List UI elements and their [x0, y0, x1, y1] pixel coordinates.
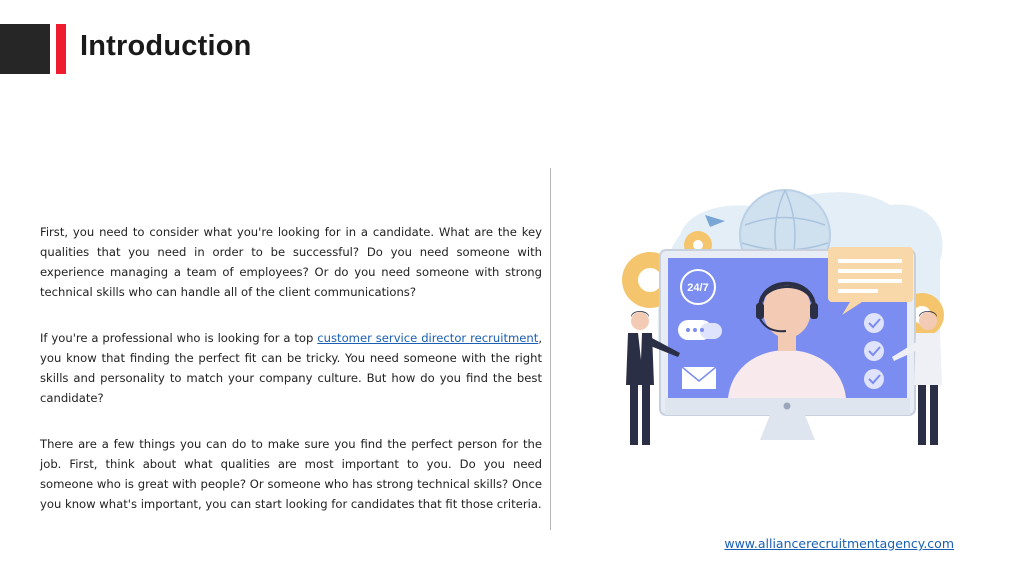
paragraph-2-rest: , you know that finding the perfect fit can be tricky. You need someone with the right skills and personality to match your company culture. But how do you find the best candidate?	[40, 331, 543, 405]
customer-support-illustration	[610, 185, 955, 455]
paragraph-2	[40, 328, 542, 408]
paragraph-1: First, you need to consider what you're looking for in a candidate. What are the key qualities that you need in order to be successful? Do you need someone with experience managing a team of employees? Or do you need someone with strong technical skills who can handle all of the client communications?	[40, 225, 542, 299]
vertical-divider	[550, 168, 551, 530]
paragraph-3: There are a few things you can do to make sure you find the perfect person for the job. First, think about what qualities are most important to you. Do you need someone who is great with people? Or someone who has strong technical skills? Once you know what's important, you can start looking for candidates that fit those criteria.	[40, 437, 542, 511]
checkmark-icons	[864, 313, 884, 389]
monitor-stand	[760, 415, 815, 440]
title-accent-bar	[56, 24, 66, 74]
body-text	[40, 222, 542, 540]
page-title: Introduction	[80, 30, 252, 62]
title-dark-block	[0, 24, 50, 74]
paragraph-2-lead: If you're a professional who is looking for a top	[40, 331, 318, 345]
recruitment-link[interactable]: customer service director recruitment	[317, 331, 539, 345]
notes-panel	[828, 247, 913, 302]
website-link[interactable]: www.alliancerecruitmentagency.com	[724, 536, 954, 551]
badge-247-text: 24/7	[687, 282, 709, 294]
